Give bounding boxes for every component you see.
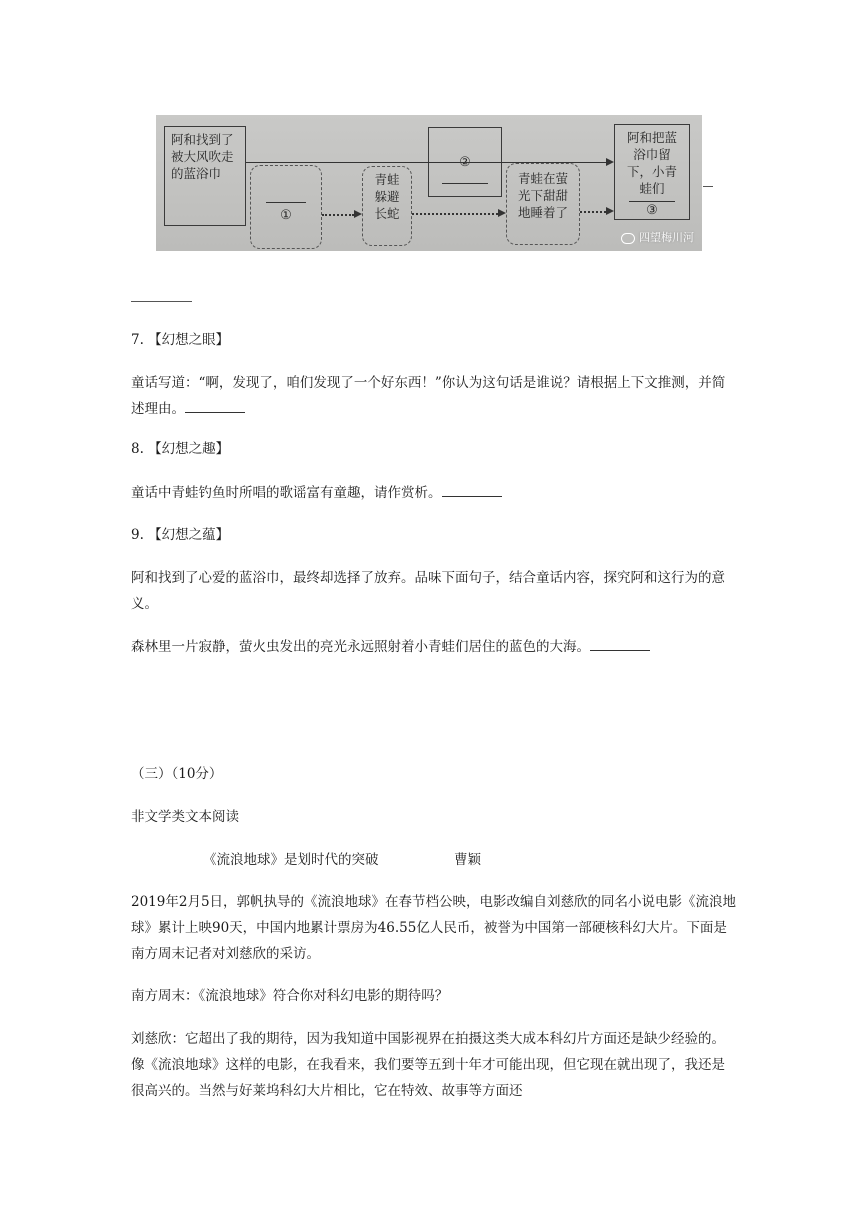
diagram-snake-box — [362, 166, 412, 246]
answer-line — [131, 301, 192, 302]
diagram-main-arrow — [246, 162, 606, 163]
q7-answer-blank[interactable] — [185, 397, 245, 413]
diagram-end-text: 阿和把蓝浴巾留下，小青蛙们 — [626, 130, 677, 196]
article-author: 曹颖 — [454, 852, 481, 868]
interview-answer: 刘慈欣：它超出了我的期待，因为我知道中国影视界在拍摄这类大成本科幻片方面还是缺少经验的。像《流浪地球》这样的电影，在我看来，我们要等五到十年才可能出现，但它现在就出现了，我还是很高兴的。当然与好莱坞科幻大片相比，它在特效、故事等方面还 — [131, 1031, 725, 1099]
diagram-snake-text: 青蛙躲避长蛇 — [374, 172, 400, 221]
diagram-dotted-arrowhead-3 — [606, 207, 614, 215]
article-title: 《流浪地球》是划时代的突破 — [203, 852, 379, 868]
diagram-dotted-arrowhead-1 — [354, 210, 362, 218]
diagram-start-text: 阿和找到了被大风吹走的蓝浴巾 — [171, 132, 234, 181]
article-para1: 2019年2月5日，郭帆执导的《流浪地球》在春节档公映，电影改编自刘慈欣的同名小说电影《流浪地球》累计上映90天，中国内地累计票房为46.55亿人民币，被誉为中国第一部硬核科幻大片。下面是南方周末记者对刘慈欣的采访。 — [131, 894, 737, 962]
q9-text: 阿和找到了心爱的蓝浴巾，最终却选择了放弃。品味下面句子，结合童话内容，探究阿和这行为的意义。 — [131, 570, 725, 612]
diagram-blank1-label: ① — [280, 208, 292, 223]
diagram-end-box — [614, 124, 690, 220]
interview-question: 南方周末：《流浪地球》符合你对科幻电影的期待吗？ — [131, 988, 449, 1004]
diagram-blank1-box — [250, 165, 322, 249]
q7-title: 7. 【幻想之眼】 — [131, 332, 230, 348]
section3-heading: （三）（10分） — [131, 766, 223, 782]
diagram-main-arrowhead — [606, 158, 614, 166]
watermark — [621, 229, 694, 245]
diagram-dotted-arrow-2 — [412, 213, 498, 215]
q9-quote: 森林里一片寂静，萤火虫发出的亮光永远照射着小青蛙们居住的蓝色的大海。 — [131, 634, 737, 660]
section3-genre: 非文学类文本阅读 — [131, 809, 239, 825]
diagram-blank2-label: ② — [459, 155, 471, 170]
q9-title: 9. 【幻想之蕴】 — [131, 527, 230, 543]
diagram-dotted-arrowhead-2 — [498, 209, 506, 217]
diagram-sleep-text: 青蛙在萤光下甜甜地睡着了 — [517, 171, 568, 220]
q7-text: 童话写道：“啊，发现了，咱们发现了一个好东西！”你认为这句话是谁说？请根据上下文推测，并简述理由。 — [131, 375, 726, 417]
diagram-edge-mark — [703, 186, 713, 187]
wechat-icon — [621, 233, 635, 244]
q8-text: 童话中青蛙钓鱼时所唱的歌谣富有童趣，请作赏析。 — [131, 480, 737, 506]
diagram-sleep-box — [506, 163, 580, 245]
diagram-dotted-arrow-3 — [580, 211, 606, 213]
watermark-text: 四望梅川河 — [639, 231, 694, 244]
q8-answer-blank[interactable] — [442, 481, 502, 497]
diagram-dotted-arrow-1 — [322, 214, 354, 216]
plot-diagram-photo — [156, 115, 702, 251]
q8-title: 8. 【幻想之趣】 — [131, 441, 230, 457]
diagram-blank3-label: ③ — [646, 203, 658, 218]
diagram-start-box — [164, 126, 246, 226]
q9-answer-blank[interactable] — [590, 635, 650, 651]
